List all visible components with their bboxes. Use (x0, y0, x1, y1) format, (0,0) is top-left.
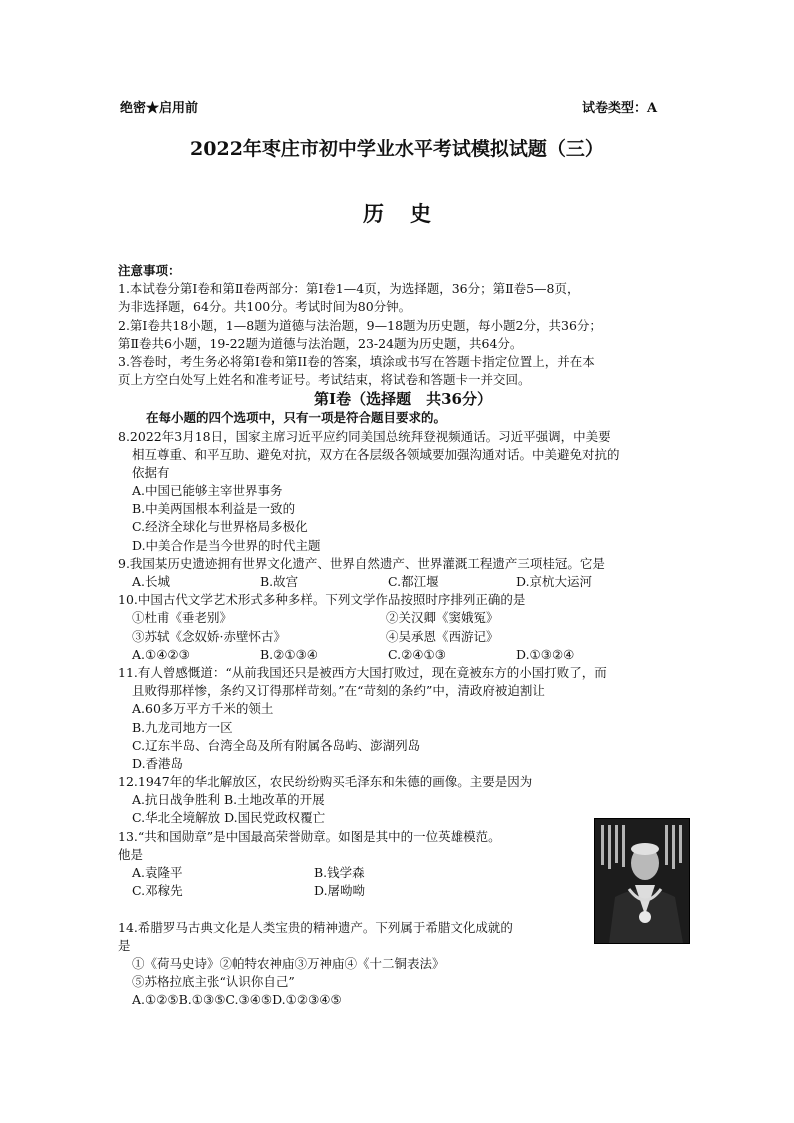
question-9-option-a: A.长城 (132, 574, 171, 589)
question-14-items: ①《荷马史诗》②帕特农神庙③万神庙④《十二铜表法》 (132, 955, 445, 971)
question-11-option-a: A.60多万平方千米的领土 (132, 701, 274, 717)
notice-line: 2.第Ⅰ卷共18小题，1—8题为道德与法治题，9—18题为历史题，每小题2分，共36分； (118, 317, 602, 333)
subject-title: 历史 (363, 201, 457, 226)
section-title: 第Ⅰ卷（选择题 共36分） (314, 390, 492, 409)
question-10-item: ②关汉卿《窦娥冤》 (386, 610, 499, 626)
question-9-stem: 9.我国某历史遗迹拥有世界文化遗产、世界自然遗产、世界灌溉工程遗产三项桂冠。它是 (118, 555, 605, 571)
question-10-option-c: C.②④①③ (388, 646, 446, 662)
question-10-option-d: D.①③②④ (516, 646, 575, 662)
notice-line: 3.答卷时，考生务必将第Ⅰ卷和第II卷的答案，填涂或书写在答题卡指定位置上，并在本 (118, 353, 595, 369)
question-10-options (118, 646, 688, 664)
question-13-option-c: C.邓稼先 (132, 883, 183, 899)
question-10-option-a: A.①④②③ (132, 646, 190, 662)
question-12-options: A.抗日战争胜利 B.土地改革的开展 (132, 792, 325, 808)
question-9-option-b: B.故宫 (260, 574, 299, 589)
question-8-option-c: C.经济全球化与世界格局多极化 (132, 519, 308, 535)
question-10-stem: 10.中国古代文学艺术形式多种多样。下列文学作品按照时序排列正确的是 (118, 592, 526, 608)
question-14-options: A.①②⑤B.①③⑤C.③④⑤D.①②③④⑤ (132, 992, 342, 1008)
notice-line: 为非选择题，64分。共100分。考试时间为80分钟。 (118, 299, 412, 315)
question-13-stem: 他是 (118, 846, 144, 862)
question-13-stem: 13.“共和国勋章”是中国最高荣誉勋章。如图是其中的一位英雄模范。 (118, 828, 501, 844)
question-13-option-a: A.袁隆平 (132, 865, 183, 880)
question-8-option-a: A.中国已能够主宰世界事务 (132, 483, 283, 499)
question-10-items (118, 628, 688, 646)
question-10-items (118, 609, 688, 627)
question-14-stem: 是 (118, 937, 131, 953)
question-8-option-b: B.中美两国根本利益是一致的 (132, 501, 296, 517)
notice-line: 1.本试卷分第Ⅰ卷和第Ⅱ卷两部分：第Ⅰ卷1—4页，为选择题，36分；第Ⅱ卷5—8页， (118, 281, 580, 297)
question-8-stem: 依据有 (132, 464, 170, 480)
question-10-option-b: B.②①③④ (260, 646, 318, 662)
confidential-label: 绝密★启用前 (120, 101, 199, 116)
question-9-options (118, 573, 688, 591)
question-11-option-c: C.辽东半岛、台湾全岛及所有附属各岛屿、澎湖列岛 (132, 737, 421, 753)
question-12-stem: 12.1947年的华北解放区，农民纷纷购买毛泽东和朱德的画像。主要是因为 (118, 774, 533, 790)
notice-line: 第Ⅱ卷共6小题，19-22题为道德与法治题，23-24题为历史题，共64分。 (118, 335, 523, 351)
paper-type-label: 试卷类型：A (582, 101, 658, 116)
question-11-option-b: B.九龙司地方一区 (132, 719, 233, 735)
hero-portrait-photo (594, 818, 690, 944)
exam-title: 2022年枣庄市初中学业水平考试模拟试题（三） (190, 138, 604, 160)
question-11-option-d: D.香港岛 (132, 755, 184, 771)
question-14-items: ⑤苏格拉底主张“认识你自己” (132, 974, 295, 990)
question-9-option-c: C.都江堰 (388, 574, 439, 589)
question-9-option-d: D.京杭大运河 (516, 574, 593, 589)
question-14-stem: 14.希腊罗马古典文化是人类宝贵的精神遗产。下列属于希腊文化成就的 (118, 919, 513, 935)
section-instruction: 在每小题的四个选项中，只有一项是符合题目要求的。 (146, 410, 447, 426)
question-8-option-d: D.中美合作是当今世界的时代主题 (132, 537, 321, 553)
question-10-item: ③苏轼《念奴娇·赤壁怀古》 (132, 628, 286, 644)
notice-heading: 注意事项： (118, 263, 181, 278)
question-10-item: ①杜甫《垂老别》 (132, 610, 233, 626)
question-10-item: ④吴承恩《西游记》 (386, 628, 499, 644)
question-13-option-d: D.屠呦呦 (314, 883, 366, 899)
question-8-stem: 相互尊重、和平互助、避免对抗，双方在各层级各领域要加强沟通对话。中美避免对抗的 (132, 446, 620, 462)
notice-line: 页上方空白处写上姓名和准考证号。考试结束，将试卷和答题卡一并交回。 (118, 372, 531, 388)
question-13-option-b: B.钱学森 (314, 865, 365, 880)
question-11-stem: 且败得那样惨，条约又订得那样苛刻。”在“苛刻的条约”中，清政府被迫割让 (132, 683, 545, 699)
question-12-options: C.华北全境解放 D.国民党政权覆亡 (132, 810, 326, 826)
question-8-stem: 8.2022年3月18日，国家主席习近平应约同美国总统拜登视频通话。习近平强调，中美要 (118, 428, 611, 444)
question-11-stem: 11.有人曾感慨道：“从前我国还只是被西方大国打败过，现在竟被东方的小国打败了，而 (118, 664, 607, 680)
